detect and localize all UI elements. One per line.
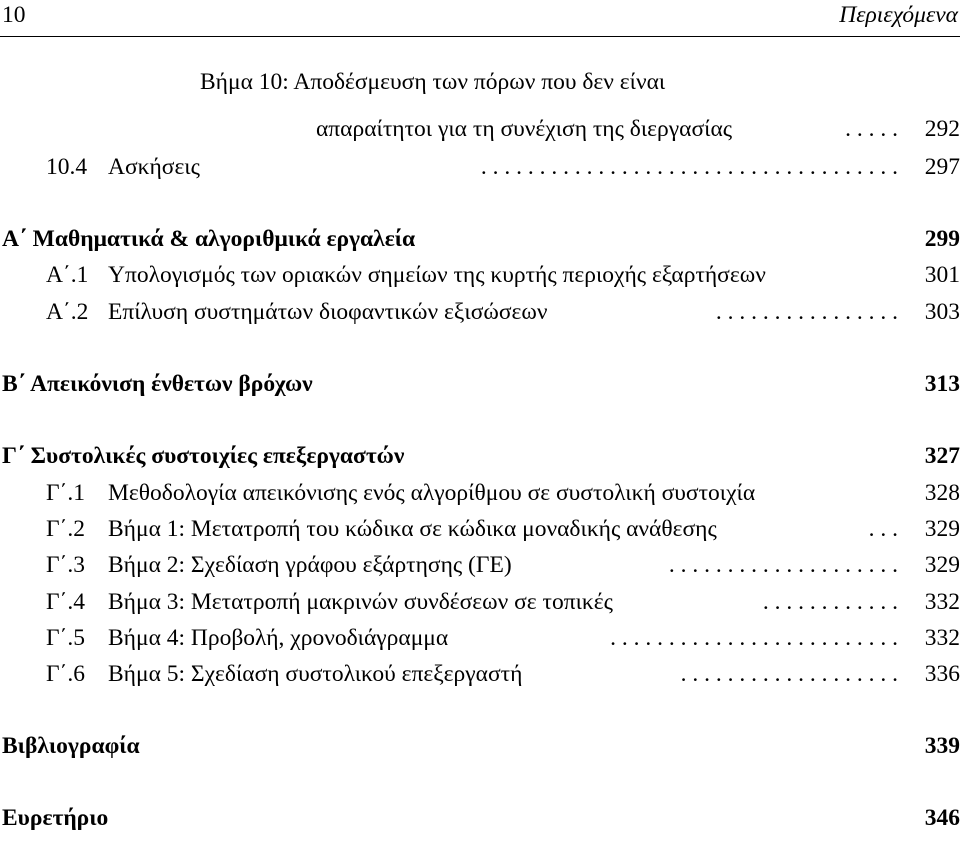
toc-entry-page: 332 (924, 625, 960, 651)
page-header (0, 2, 960, 30)
toc-entry-number: Γ΄.3 (46, 552, 86, 578)
toc-entry-title: Βήμα 4: Προβολή, χρονοδιάγραμμα (108, 625, 449, 651)
toc-chapter-title: Α΄ Μαθηματικά & αλγοριθμικά εργαλεία (2, 226, 416, 252)
toc-entry-title: Βήμα 5: Σχεδίαση συστολικού επεξεργαστή (108, 661, 523, 687)
toc-entry-c6[interactable] (0, 659, 960, 689)
leader-dots: . . . . . . . . . . . . . . . . . . . . . . . . . . . . . . . . . . . . (480, 154, 898, 180)
page-number: 10 (2, 2, 26, 28)
toc-entry-title: Βήμα 3: Μετατροπή μακρινών συνδέσεων σε τοπικές (108, 589, 613, 615)
toc-entry-page: 303 (924, 299, 960, 325)
toc-entry-c4[interactable] (0, 587, 960, 617)
toc-chapter-appendix-c[interactable] (0, 441, 960, 471)
toc-chapter-page: 327 (924, 443, 960, 469)
toc-chapter-appendix-b[interactable] (0, 369, 960, 399)
leader-dots: . . . . . . . . . . . . (762, 589, 898, 615)
leader-dots: . . . . . . . . . . . . . . . . . . . . . . . . . (610, 625, 898, 651)
toc-entry-page: 292 (924, 116, 960, 142)
toc-entry-a1[interactable] (0, 260, 960, 290)
toc-entry-page: 297 (924, 154, 960, 180)
leader-dots: . . . (868, 516, 898, 542)
toc-entry-a2[interactable] (0, 297, 960, 327)
toc-entry-c1[interactable] (0, 478, 960, 508)
toc-entry-title: Βήμα 1: Μετατροπή του κώδικα σε κώδικα μοναδικής ανάθεσης (108, 516, 717, 542)
toc-entry-page: 328 (924, 480, 960, 506)
running-title: Περιεχόμενα (839, 2, 958, 28)
toc-entry-title: Επίλυση συστημάτων διοφαντικών εξισώσεων (108, 299, 548, 325)
toc-entry-step10[interactable] (0, 67, 960, 97)
toc-chapter-index[interactable] (0, 803, 960, 833)
toc-chapter-page: 313 (924, 371, 960, 397)
toc-entry-number: Γ΄.2 (46, 516, 86, 542)
toc-chapter-page: 299 (924, 226, 960, 252)
toc-entry-page: 329 (924, 516, 960, 542)
toc-entry-number: 10.4 (46, 154, 88, 180)
toc-entry-page: 301 (924, 262, 960, 288)
toc-entry-number: Γ΄.1 (46, 480, 86, 506)
toc-entry-title: απαραίτητοι για τη συνέχιση της διεργασίας (316, 116, 733, 142)
leader-dots: . . . . . . . . . . . . . . . . . . . . (668, 552, 898, 578)
toc-chapter-title: Β΄ Απεικόνιση ένθετων βρόχων (2, 371, 313, 397)
toc-entry-title: Βήμα 10: Αποδέσμευση των πόρων που δεν είναι (200, 69, 666, 95)
leader-dots: . . . . . . . . . . . . . . . . (715, 299, 898, 325)
header-rule (0, 36, 960, 37)
leader-dots: . . . . . (845, 116, 898, 142)
toc-entry-title: Υπολογισμός των οριακών σημείων της κυρτής περιοχής εξαρτήσεων (108, 262, 766, 288)
toc-entry-number: Γ΄.5 (46, 625, 86, 651)
toc-chapter-bibliography[interactable] (0, 731, 960, 761)
toc-entry-page: 336 (924, 661, 960, 687)
toc-entry-exercises[interactable] (0, 152, 960, 182)
toc-entry-number: Α΄.1 (46, 262, 89, 288)
toc-entry-title: Ασκήσεις (108, 154, 200, 180)
toc-chapter-title: Βιβλιογραφία (2, 733, 140, 759)
toc-entry-number: Γ΄.4 (46, 589, 86, 615)
toc-chapter-page: 346 (924, 805, 960, 831)
toc-chapter-appendix-a[interactable] (0, 224, 960, 254)
toc-entry-page: 332 (924, 589, 960, 615)
toc-chapter-page: 339 (924, 733, 960, 759)
toc-entry-step10-line2[interactable] (0, 114, 960, 144)
toc-entry-number: Α΄.2 (46, 299, 89, 325)
toc-entry-page: 329 (924, 552, 960, 578)
toc-entry-c2[interactable] (0, 514, 960, 544)
leader-dots: . . . . . . . . . . . . . . . . . . . (680, 661, 898, 687)
toc-chapter-title: Ευρετήριο (2, 805, 109, 831)
toc-chapter-title: Γ΄ Συστολικές συστοιχίες επεξεργαστών (2, 443, 405, 469)
toc-entry-number: Γ΄.6 (46, 661, 86, 687)
toc-entry-title: Μεθοδολογία απεικόνισης ενός αλγορίθμου σε συστολική συστοιχία (108, 480, 756, 506)
toc-entry-c3[interactable] (0, 550, 960, 580)
toc-entry-title: Βήμα 2: Σχεδίαση γράφου εξάρτησης (ΓΕ) (108, 552, 512, 578)
toc-entry-c5[interactable] (0, 623, 960, 653)
